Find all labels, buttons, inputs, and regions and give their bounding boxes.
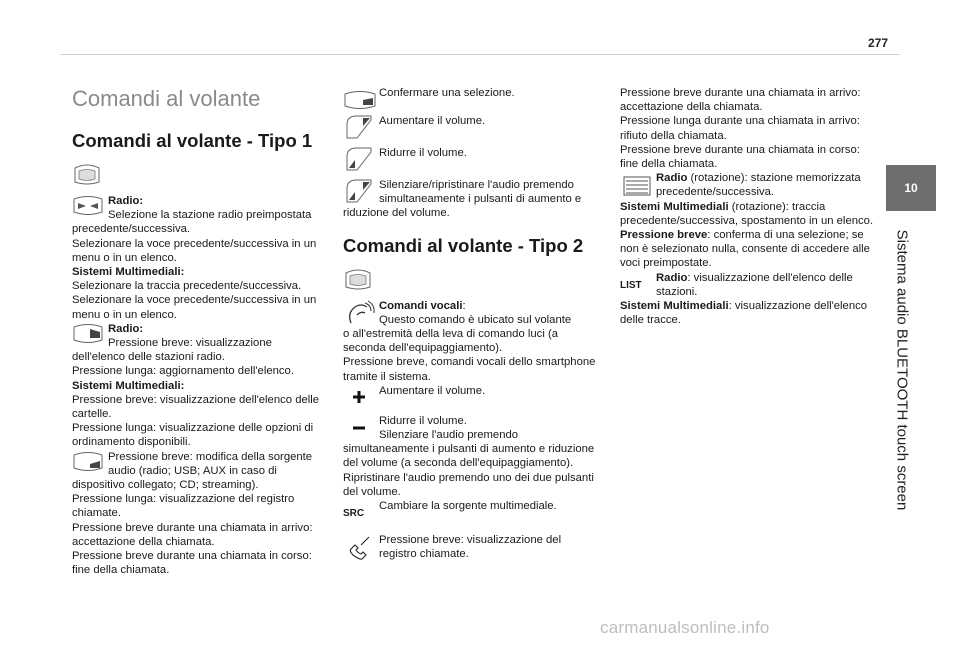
plus-entry <box>343 384 599 414</box>
confirm-entry <box>343 86 599 114</box>
radio-heading: Radio: <box>108 195 144 207</box>
text-line: Silenziare/ripristinare l'audio premendo <box>379 179 574 191</box>
mute-icon <box>343 178 377 206</box>
text-line: : visualizzazione dell'elenco delle <box>687 271 853 284</box>
header-rule <box>60 54 900 55</box>
volume-down-entry <box>343 146 599 178</box>
text-line: stazioni. <box>656 285 698 298</box>
volume-down-icon <box>343 146 377 174</box>
text-line: Ripristinare l'audio premendo uno dei due pulsanti del volume. <box>343 471 594 498</box>
steering-wheel-icon <box>72 164 328 188</box>
thumbwheel-icon <box>620 171 654 199</box>
minus-entry <box>343 414 599 499</box>
text-line: Pressione breve: visualizzazione del <box>379 534 562 547</box>
text-line: Pressione lunga durante una chiamata in arrivo: rifiuto della chiamata. <box>620 115 860 142</box>
text-line: dispositivo collegato; CD; streaming). <box>72 479 259 492</box>
multimedia-heading: Sistemi Multimediali: <box>72 379 185 392</box>
chapter-tab: 10 <box>886 165 936 211</box>
text-line: (rotazione): traccia precedente/successiva, spostamento in un elenco. <box>620 200 874 227</box>
radio-seek-entry <box>72 194 328 322</box>
text-line: o all'estremità della leva di comando luci (a seconda dell'equipaggiamento). <box>343 328 559 355</box>
text-line: (rotazione): stazione memorizzata <box>687 172 861 185</box>
text-line: Selezionare la voce precedente/successiva in un menu o in un elenco. <box>72 294 317 321</box>
short-press-heading: Pressione breve <box>620 229 708 242</box>
multimedia-heading: Sistemi Multimediali <box>620 300 729 313</box>
radio-heading: Radio: <box>108 322 144 335</box>
phone-entry <box>343 533 599 561</box>
text-line: Ridurre il volume. <box>379 414 467 427</box>
phone-icon <box>343 533 377 561</box>
section-title-type2: Comandi al volante - Tipo 2 <box>343 234 584 256</box>
text-line: Selezionare la voce precedente/successiva in un menu o in un elenco. <box>72 237 317 264</box>
multimedia-heading: Sistemi Multimediali: <box>72 266 185 279</box>
mute-entry <box>343 178 599 221</box>
page-title: Comandi al volante <box>72 86 261 111</box>
source-button-entry <box>72 450 328 578</box>
text-line: Ridurre il volume. <box>379 147 467 159</box>
list-button-icon <box>72 322 106 350</box>
volume-up-icon <box>343 114 377 142</box>
text-line: Pressione breve, comandi vocali dello smartphone tramite il sistema. <box>343 356 596 383</box>
radio-list-entry <box>72 322 328 450</box>
text-line: precedente/successiva. <box>72 223 191 236</box>
plus-icon <box>343 384 377 412</box>
text-line: Pressione breve: visualizzazione dell'elenco delle cartelle. <box>72 393 320 421</box>
text-line: Pressione breve durante una chiamata in arrivo: accettazione della chiamata. <box>620 87 861 114</box>
chapter-title-text: Sistema audio BLUETOOTH touch screen <box>893 229 911 511</box>
text-line: simultaneamente i pulsanti di aumento e riduzione del volume (a seconda dell'equipaggiamento). <box>343 443 595 470</box>
radio-heading: Radio <box>656 172 688 185</box>
text-line: : visualizzazione dell'elenco delle tracce. <box>620 300 868 327</box>
src-entry <box>343 499 599 529</box>
list-entry <box>620 271 876 328</box>
voice-command-entry <box>343 299 599 384</box>
list-label: LIST <box>620 279 642 291</box>
text-line: precedente/successiva. <box>656 186 775 199</box>
minus-icon <box>343 414 377 442</box>
text-line: Pressione lunga: aggiornamento dell'elenco. <box>72 365 294 378</box>
multimedia-heading: Sistemi Multimediali <box>620 200 729 213</box>
column-3 <box>620 86 876 327</box>
text-line: Pressione breve durante una chiamata in arrivo: accettazione della chiamata. <box>72 521 313 548</box>
text-line: Pressione breve durante una chiamata in corso: fine della chiamata. <box>620 143 860 171</box>
volume-up-entry <box>343 114 599 146</box>
text-line: Pressione breve: modifica della sorgente <box>108 450 313 463</box>
voice-command-icon <box>343 299 377 327</box>
text-line: Questo comando è ubicato sul volante <box>379 313 572 326</box>
text-line: simultaneamente i pulsanti di aumento e <box>379 193 582 206</box>
text-line: audio (radio; USB; AUX in caso di <box>108 464 277 477</box>
text-line: Silenziare l'audio premendo <box>379 429 519 442</box>
seek-buttons-icon <box>72 194 106 222</box>
text-line: Selezionare la traccia precedente/successiva. <box>72 280 302 293</box>
src-label: SRC <box>343 508 365 520</box>
rotation-entry <box>620 171 876 270</box>
column-1 <box>72 86 328 577</box>
text-line: : conferma di una selezione; se non è selezionato nulla, consente di accedere alle voci preimpostate. <box>620 229 870 270</box>
text-line: Selezione la stazione radio preimpostata <box>108 209 312 222</box>
confirm-button-icon <box>343 86 377 114</box>
watermark: carmanualsonline.info <box>600 618 770 637</box>
text-line: : <box>462 299 466 312</box>
radio-heading: Radio <box>656 271 688 284</box>
voice-command-heading: Comandi vocali <box>379 299 463 312</box>
text-line: Confermare una selezione. <box>379 87 515 99</box>
chapter-title <box>888 215 916 525</box>
text-line: registro chiamate. <box>379 548 469 561</box>
text-line: Pressione breve durante una chiamata in corso: fine della chiamata. <box>72 550 312 577</box>
source-button-icon <box>72 450 106 478</box>
text-line: Pressione lunga: visualizzazione del registro chiamate. <box>72 493 295 520</box>
text-line: Aumentare il volume. <box>379 115 486 127</box>
text-line: Aumentare il volume. <box>379 384 486 397</box>
section-title-type1: Comandi al volante - Tipo 1 <box>72 130 313 151</box>
text-line: Cambiare la sorgente multimediale. <box>379 500 557 513</box>
text-line: Pressione lunga: visualizzazione delle opzioni di ordinamento disponibili. <box>72 422 314 449</box>
text-line: dell'elenco delle stazioni radio. <box>72 351 225 364</box>
text-line: Pressione breve: visualizzazione <box>108 337 272 350</box>
steering-wheel-icon <box>343 269 599 293</box>
page-number: 277 <box>868 36 889 50</box>
text-line: riduzione del volume. <box>343 207 450 220</box>
column-2 <box>343 86 599 561</box>
